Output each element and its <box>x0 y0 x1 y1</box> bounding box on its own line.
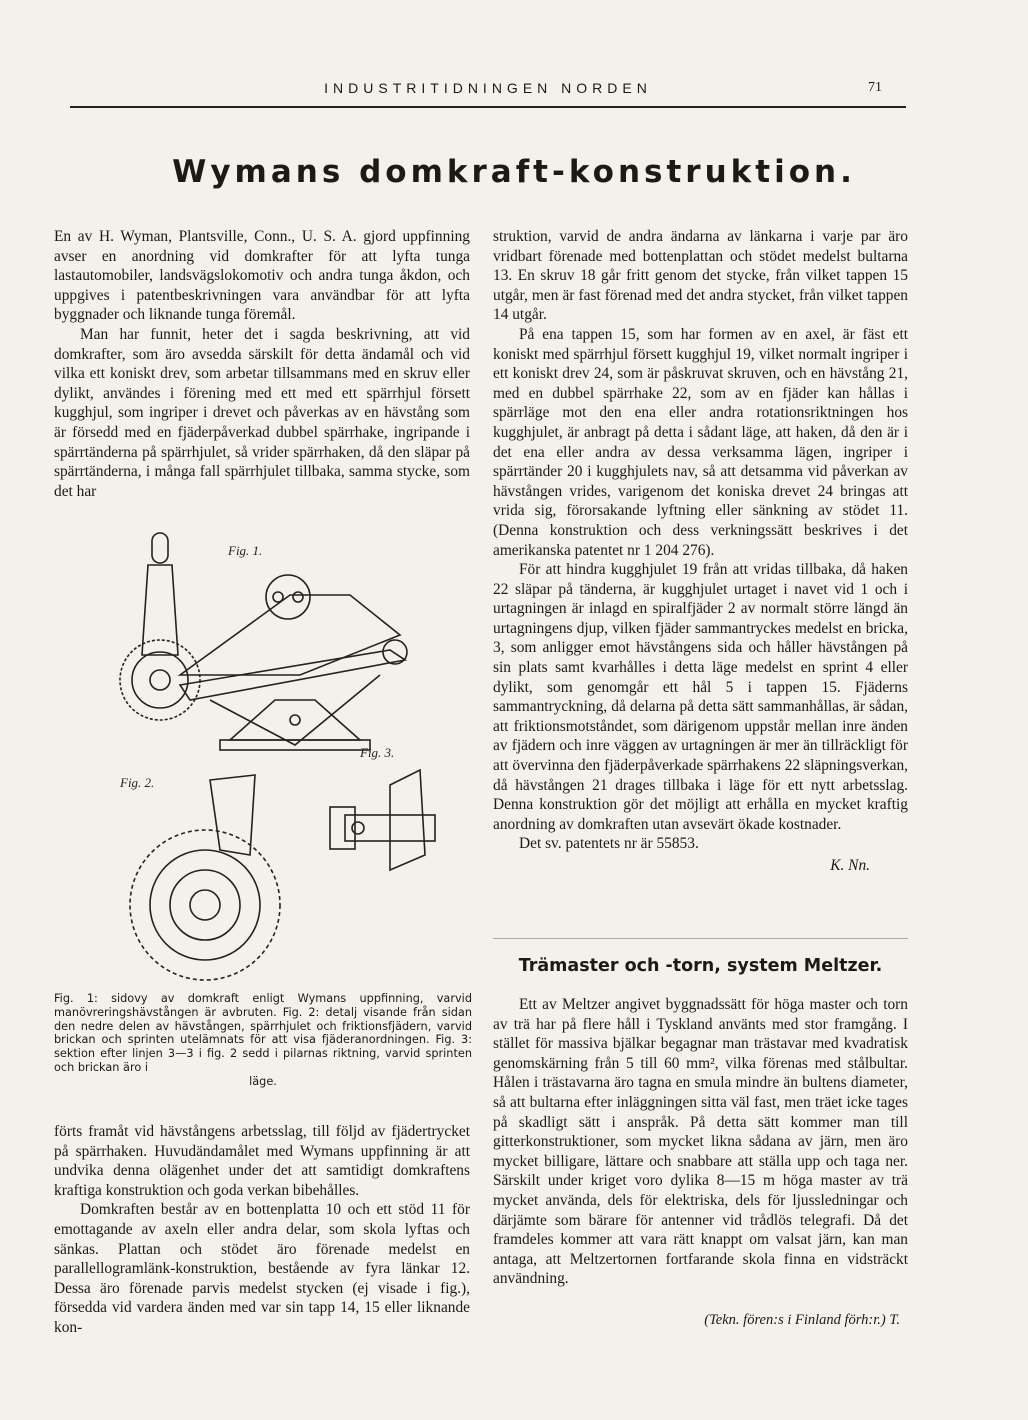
article-divider <box>493 938 908 939</box>
paragraph: För att hindra kugghjulet 19 från att vridas tillbaka, då haken 22 släpar på tänderna, är kugghjulet urtaget i navet vid 1 och i urtagningen är inlagd en spiralfjäder 2 av normalt större längd än urtagningens djup, vilken fjäder sammantryckes medelst en bricka, 3, som anligger emot hävstångens sida och håller hävstången på sin plats samt kvarhålles i detta läge medelst en sprint 4 eller dylikt, som genomgår ett hål 5 i tappen 15. Fjäderns sammantryckning, då delarna på detta sätt sammanhållas, är sådan, att friktionsmotståndet, som därigenom uppstår mellan inre änden av fjädern och inre väggen av urtagningen är mer än tillräckligt för att övervinna den fjäderpåverkade spärrhakens 22 släpningsverkan, då hävstången 21 drages tillbaka i läge för ett nytt arbetsslag. Denna konstruktion gör det möjligt att erhålla en mycket kraftig anordning av domkraften utan avsevärt ökade kostnader. <box>493 561 908 833</box>
caption-end: läge. <box>249 1074 277 1088</box>
paragraph: Ett av Meltzer angivet byggnadssätt för höga master och torn av trä har på flere håll i Tyskland använts med stor framgång. I stället för massiva bjälkar begagnar man trästavar med kvadratisk genomskärning från 5 till 60 mm², vilka förenas med stålbultar. Hålen i trästavarna äro tagna en smula mindre än bultens diameter, så att bultarna efter inläggningen sitta väl fast, men träet icke tages på skadligt sätt i anspråk. På detta sätt kommer man till gitterkonstruktioner, som mycket likna sådana av järn, men äro mycket billigare, lättare och snabbare att ställa upp och taga ner. Särskilt under kriget voro dylika 8—15 m höga master av trä mycket använda, dels för elektriska, dels för ljussledningar och därjämte som bärare för antenner vid trådlös telegrafi. Då det framdeles kommer att vara rätt knappt om valsat järn, kan man antaga, att Meltzertornen fortfarande skola finna en vidsträckt användning. <box>493 996 908 1288</box>
paragraph: På ena tappen 15, som har formen av en axel, är fäst ett koniskt med spärrhjul försett kugghjul 19, vilket normalt ingriper i ett koniskt drev 24, som är påskruvat skruven, och en hävstång 21, med en dubbel spärrhake 22, som av en fjäder kan hållas i spärrläge mot den ena eller andra rotationsriktningen hos kugghjulet, är anbragt på detta i sådant läge, att haken, då den är i det ena eller andra av dessa verksamma lägen, ingriper i spärrtänder 20 i kugghjulets nav, så att detsamma vid påverkan av hävstången vrides, varigenom det koniska drevet 24 bringas att vrida sig, förorsakande lyftning eller sänkning av stödet 11. (Denna konstruktion och dess verkningssätt beskrives i det amerikanska patentet nr 1 204 276). <box>493 325 908 559</box>
paragraph: Man har funnit, heter det i sagda beskrivning, att vid domkrafter, som äro avsedda särskilt för detta ändamål och vid vilka ett koniskt drev, som arbetar tillsammans med en skruv eller dylikt, användes i förening med ett med ett spärrhjul försett kugghjul, som ingriper i drevet och påverkas av en hävstång som är försedd med en fjäderpåverkad dubbel spärrhake, ingripande i spärrtänderna på spärrhjulet, så vrider spärrhaken, då den släpar på spärrtänderna, i många fall spärrhjulet tillbaka, samma stycke, som det har <box>54 325 470 500</box>
fig1-label: Fig. 1. <box>228 543 263 558</box>
author-signature: K. Nn. <box>830 857 870 874</box>
base-support <box>230 700 360 740</box>
fig2-label: Fig. 2. <box>120 775 155 790</box>
lever-handle <box>152 533 168 563</box>
second-article-body <box>493 995 908 1289</box>
page-number: 71 <box>868 80 882 95</box>
left-column-top <box>54 227 470 501</box>
paragraph: En av H. Wyman, Plantsville, Conn., U. S. A. gjord uppfinning avser en anordning vid domkrafter för att lyfta tunga lastautomobiler, landsvägslokomotiv och andra tunga åkdon, och uppgives i patentbeskrivningen vara användbar för att lyfta byggnader och liknande tunga föremål. <box>54 228 470 324</box>
journal-title: INDUSTRITIDNINGEN NORDEN <box>324 80 652 96</box>
left-column-bottom <box>54 1122 470 1338</box>
fig2-gear <box>130 830 280 980</box>
paragraph: Domkraften består av en bottenplatta 10 och ett stöd 11 för emottagande av axeln eller andra delar, som skola lyftas och sänkas. Plattan och stödet äro förenade medelst en parallellogramlänk-konstruktion, bestående av fyra länkar 12. Dessa äro förenade parvis medelst stycken (ej visade i fig.), försedda vid vardera änden med var sin tapp 14, 15 eller liknande kon- <box>54 1201 470 1336</box>
paragraph: Det sv. patentets nr är 55853. <box>519 835 699 853</box>
paragraph: förts framåt vid hävstångens arbetsslag, till följd av fjädertrycket på spärrhaken. Huvudändamålet med Wymans uppfinning är att undvika denna olägenhet under det att samtidigt domkraftens kraftiga konstruktion och goda verkan bibehålles. <box>54 1123 470 1199</box>
right-column <box>493 227 908 876</box>
fig3-label: Fig. 3. <box>360 745 395 760</box>
paragraph: struktion, varvid de andra ändarna av länkarna i varje par äro vridbart förenade med bottenplattan och stödet medelst bultarna 13. En skruv 18 går fritt genom det stycke, från vilket tappen 15 utgår, men är fast förenad med det andra stycket, från vilket tappen 14 utgår. <box>493 228 908 324</box>
source-citation: (Tekn. fören:s i Finland förh:r.) T. <box>704 1312 900 1328</box>
fig3-gear-section <box>390 770 425 870</box>
second-article-title: Trämaster och -torn, system Meltzer. <box>518 956 883 976</box>
jack-patent-figures <box>60 525 472 985</box>
article-title: Wymans domkraft-konstruktion. <box>172 154 856 190</box>
figure-caption <box>54 992 472 1089</box>
caption-text: Fig. 1: sidovy av domkraft enligt Wymans uppfinning, varvid manövreringshävstången är avbruten. Fig. 2: detalj visande från sidan den nedre delen av hävstången, spärrhjulet och friktionsfjädern, varvid brickan och sprinten utelämnats för att visa fjäderanordningen. Fig. 3: sektion efter linjen 3—3 i fig. 2 sedd i pilarnas riktning, varvid sprinten och brickan äro i <box>54 992 472 1074</box>
running-header <box>70 80 906 108</box>
upper-links <box>180 595 400 675</box>
fig2-lever <box>210 775 255 855</box>
